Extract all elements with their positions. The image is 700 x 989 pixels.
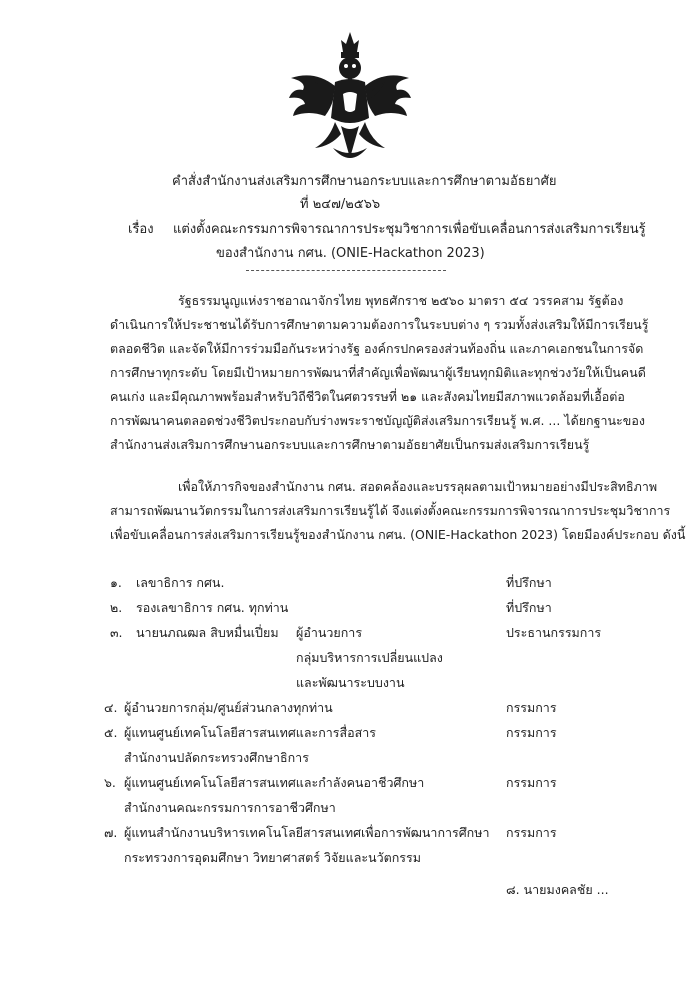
paragraph-2-line: เพื่อขับเคลื่อนการส่งเสริมการเรียนรู้ของสำนักงาน กศน. (ONIE-Hackathon 2023) โดยมีองค์ประกอบ ดังนี้ bbox=[110, 527, 686, 542]
member-number: ๑. bbox=[110, 575, 122, 590]
subject-label: เรื่อง bbox=[128, 222, 154, 237]
member-number: ๗. bbox=[104, 825, 118, 840]
member-number: ๕. bbox=[104, 725, 118, 740]
member-name: ผู้แทนศูนย์เทคโนโลยีสารสนเทศและกำลังคนอาชีวศึกษา bbox=[124, 775, 425, 790]
member-number: ๓. bbox=[110, 625, 123, 640]
member-name-continued: กระทรวงการอุดมศึกษา วิทยาศาสตร์ วิจัยและนวัตกรรม bbox=[124, 850, 421, 865]
paragraph-1-line: การศึกษาทุกระดับ โดยมีเป้าหมายการพัฒนาที่สำคัญเพื่อพัฒนาผู้เรียนทุกมิติและทุกช่วงวัยให้เป็นคนดี bbox=[110, 365, 646, 380]
paragraph-1-line: ตลอดชีวิต และจัดให้มีการร่วมมือกันระหว่างรัฐ องค์กรปกครองส่วนท้องถิ่น และภาคเอกชนในการจัด bbox=[110, 341, 644, 356]
member-number: ๒. bbox=[110, 600, 123, 615]
member-name: เลขาธิการ กศน. bbox=[136, 575, 225, 590]
paragraph-2-line: สามารถพัฒนานวัตกรรมในการส่งเสริมการเรียนรู้ได้ จึงแต่งตั้งคณะกรรมการพิจารณาการประชุมวิชาการ bbox=[110, 503, 671, 518]
member-role: ที่ปรึกษา bbox=[506, 600, 552, 615]
paragraph-1-line: ดำเนินการให้ประชาชนได้รับการศึกษาตามความต้องการในระบบต่าง ๆ รวมทั้งส่งเสริมให้มีการเรียนรู้ bbox=[110, 317, 649, 332]
order-title: คำสั่งสำนักงานส่งเสริมการศึกษานอกระบบและการศึกษาตามอัธยาศัย bbox=[172, 174, 557, 189]
order-number: ที่ ๒๔๗/๒๕๖๖ bbox=[300, 197, 381, 212]
member-name: ผู้แทนสำนักงานบริหารเทคโนโลยีสารสนเทศเพื่อการพัฒนาการศึกษา bbox=[124, 825, 490, 840]
member-role: กรรมการ bbox=[506, 775, 557, 790]
member-number: ๔. bbox=[104, 700, 118, 715]
paragraph-1-line: คนเก่ง และมีคุณภาพพร้อมสำหรับวิถีชีวิตในศตวรรษที่ ๒๑ และสังคมไทยมีสภาพแวดล้อมที่เอื้อต่อ bbox=[110, 389, 625, 404]
member-role: กรรมการ bbox=[506, 725, 557, 740]
subject-line-1: แต่งตั้งคณะกรรมการพิจารณาการประชุมวิชาการเพื่อขับเคลื่อนการส่งเสริมการเรียนรู้ bbox=[173, 222, 646, 237]
member-position: และพัฒนาระบบงาน bbox=[296, 675, 405, 690]
member-name: นายนภณฒล สิบหมื่นเปี่ยม bbox=[136, 625, 279, 640]
header-divider bbox=[246, 270, 446, 271]
member-position: กลุ่มบริหารการเปลี่ยนแปลง bbox=[296, 650, 443, 665]
member-name: รองเลขาธิการ กศน. ทุกท่าน bbox=[136, 600, 289, 615]
garuda-emblem-icon bbox=[285, 30, 415, 170]
paragraph-1-line: รัฐธรรมนูญแห่งราชอาณาจักรไทย พุทธศักราช ๒๕๖๐ มาตรา ๕๔ วรรคสาม รัฐต้อง bbox=[178, 293, 624, 308]
paragraph-1-line: การพัฒนาคนตลอดช่วงชีวิตประกอบกับร่างพระราชบัญญัติส่งเสริมการเรียนรู้ พ.ศ. ... ได้ยกฐานะของ bbox=[110, 413, 645, 428]
member-number: ๖. bbox=[104, 775, 116, 790]
page-continuation: ๘. นายมงคลชัย ... bbox=[506, 882, 609, 897]
member-name-continued: สำนักงานปลัดกระทรวงศึกษาธิการ bbox=[124, 750, 309, 765]
member-position: ผู้อำนวยการ bbox=[296, 625, 363, 640]
paragraph-1-line: สำนักงานส่งเสริมการศึกษานอกระบบและการศึกษาตามอัธยาศัยเป็นกรมส่งเสริมการเรียนรู้ bbox=[110, 437, 590, 452]
member-role: กรรมการ bbox=[506, 700, 557, 715]
member-name-continued: สำนักงานคณะกรรมการการอาชีวศึกษา bbox=[124, 800, 336, 815]
paragraph-2-line: เพื่อให้ภารกิจของสำนักงาน กศน. สอดคล้องและบรรลุผลตามเป้าหมายอย่างมีประสิทธิภาพ bbox=[178, 479, 658, 494]
member-name: ผู้แทนศูนย์เทคโนโลยีสารสนเทศและการสื่อสาร bbox=[124, 725, 377, 740]
member-name: ผู้อำนวยการกลุ่ม/ศูนย์ส่วนกลางทุกท่าน bbox=[124, 700, 333, 715]
member-role: ประธานกรรมการ bbox=[506, 625, 602, 640]
subject-line-2: ของสำนักงาน กศน. (ONIE-Hackathon 2023) bbox=[216, 246, 485, 261]
member-role: ที่ปรึกษา bbox=[506, 575, 552, 590]
member-role: กรรมการ bbox=[506, 825, 557, 840]
